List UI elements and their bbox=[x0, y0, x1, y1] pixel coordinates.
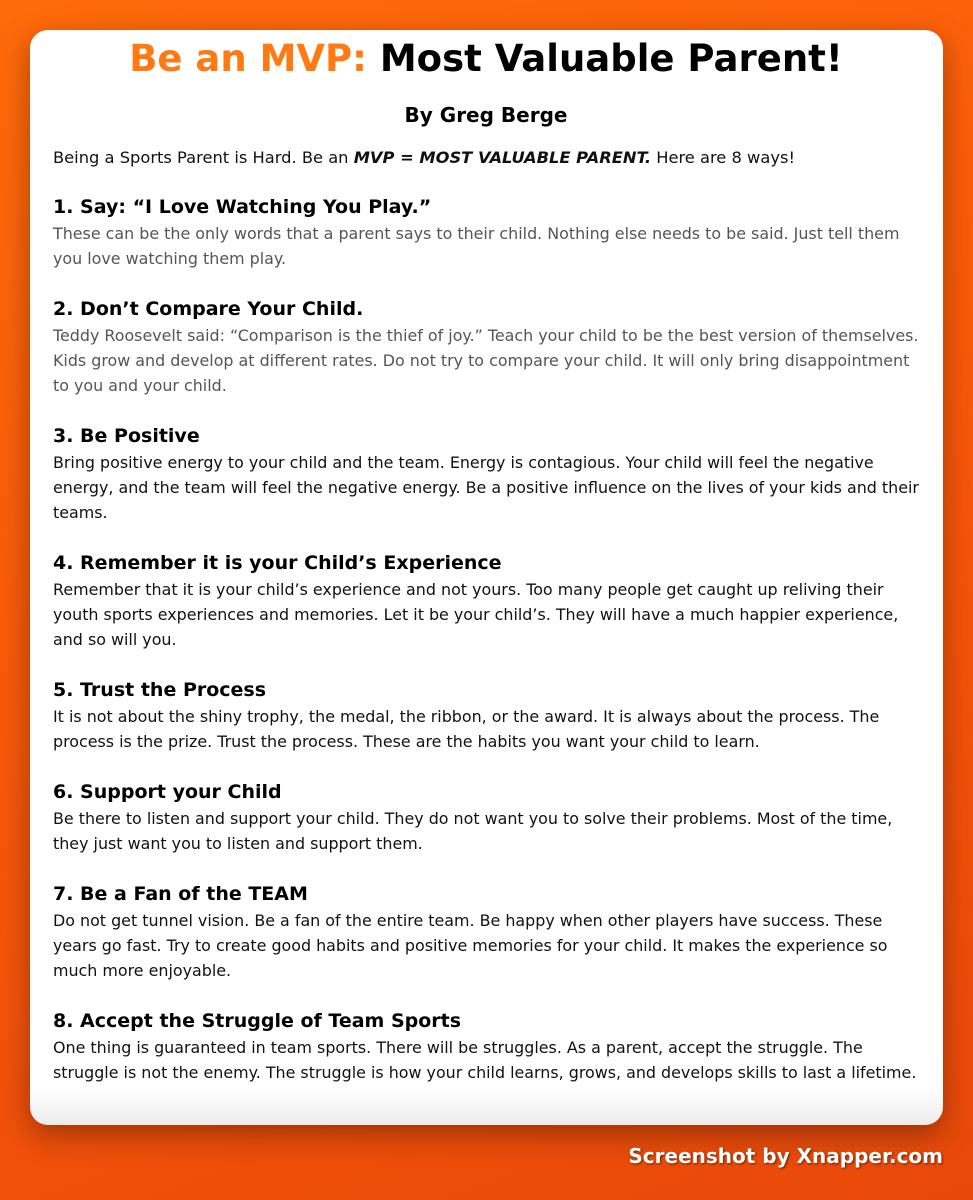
section-body: Be there to listen and support your child. They do not want you to solve their problems. Most of the time, they just want you to listen and support them. bbox=[53, 809, 893, 853]
section-body: These can be the only words that a parent says to their child. Nothing else needs to be said. Just tell them you love watching them play. bbox=[53, 224, 900, 268]
section-body: Bring positive energy to your child and the team. Energy is contagious. Your child will feel the negative energy, and the team will feel the negative energy. Be a positive influence on the lives of your kids and their teams. bbox=[53, 453, 919, 522]
section-body: It is not about the shiny trophy, the medal, the ribbon, or the award. It is always about the process. The process is the prize. Trust the process. These are the habits you want your child to learn. bbox=[53, 707, 880, 751]
intro-text-start: Being a Sports Parent is Hard. Be an bbox=[53, 148, 354, 167]
intro-text-end: Here are 8 ways! bbox=[651, 148, 795, 167]
section-4 bbox=[53, 550, 919, 652]
section-body: Do not get tunnel vision. Be a fan of the entire team. Be happy when other players have success. These years go fast. Try to create good habits and positive memories for your child. It makes the experience so much more enjoyable. bbox=[53, 911, 888, 980]
title-rest: Most Valuable Parent! bbox=[366, 37, 843, 80]
section-heading: 5. Trust the Process bbox=[53, 679, 267, 701]
watermark-label: Screenshot by Xnapper.com bbox=[628, 1144, 943, 1168]
section-heading: 7. Be a Fan of the TEAM bbox=[53, 883, 308, 905]
section-heading: 6. Support your Child bbox=[53, 781, 282, 803]
intro-paragraph bbox=[53, 147, 919, 169]
section-body: One thing is guaranteed in team sports. There will be struggles. As a parent, accept the struggle. The struggle is not the enemy. The struggle is how your child learns, grows, and develops skills to last a lifetime. bbox=[53, 1038, 917, 1082]
section-8 bbox=[53, 1008, 919, 1085]
section-heading: 4. Remember it is your Child’s Experience bbox=[53, 552, 502, 574]
article-title bbox=[53, 36, 919, 82]
section-heading: 1. Say: “I Love Watching You Play.” bbox=[53, 196, 432, 218]
byline: By Greg Berge bbox=[404, 103, 568, 127]
section-heading: 8. Accept the Struggle of Team Sports bbox=[53, 1010, 462, 1032]
section-3 bbox=[53, 423, 919, 525]
section-1 bbox=[53, 194, 919, 271]
section-5 bbox=[53, 677, 919, 754]
section-body: Teddy Roosevelt said: “Comparison is the thief of joy.” Teach your child to be the best version of themselves. Kids grow and develop at different rates. Do not try to compare your child. It will only bring disappointment to you and your child. bbox=[53, 326, 919, 395]
section-heading: 2. Don’t Compare Your Child. bbox=[53, 298, 364, 320]
section-heading: 3. Be Positive bbox=[53, 425, 200, 447]
section-2 bbox=[53, 296, 919, 398]
section-6 bbox=[53, 779, 919, 856]
section-body: Remember that it is your child’s experience and not yours. Too many people get caught up reliving their youth sports experiences and memories. Let it be your child’s. They will have a much happier experience, and so will you. bbox=[53, 580, 899, 649]
section-7 bbox=[53, 881, 919, 983]
intro-emphasis: MVP = MOST VALUABLE PARENT. bbox=[353, 148, 652, 167]
article-card bbox=[30, 30, 943, 1125]
title-accent: Be an MVP: bbox=[129, 37, 367, 80]
